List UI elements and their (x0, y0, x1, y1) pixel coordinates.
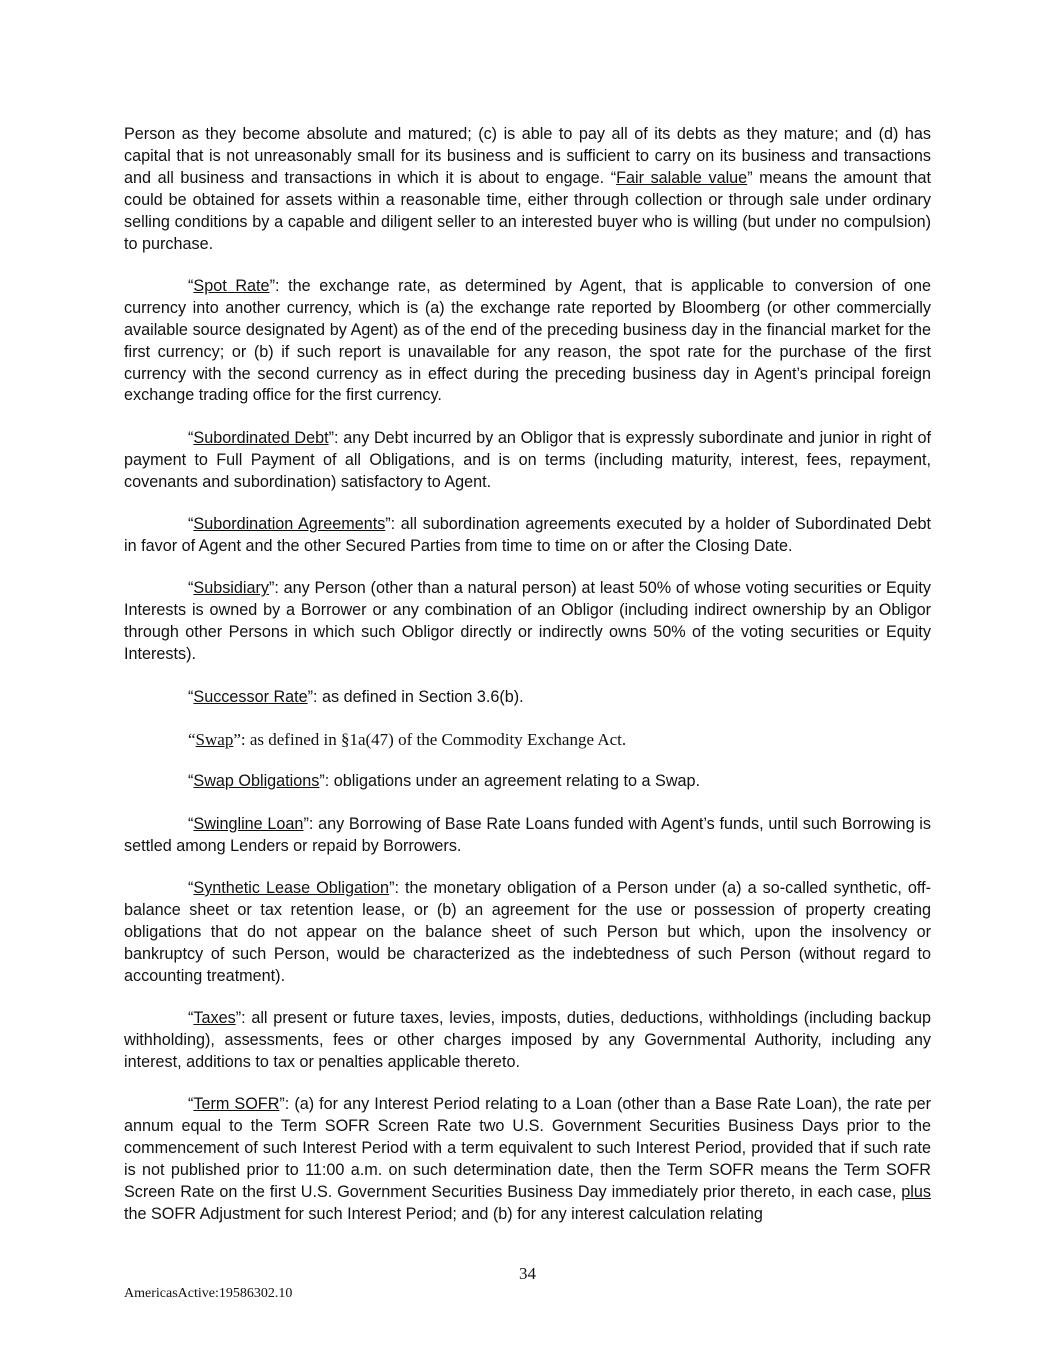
defined-term: Subsidiary (193, 579, 269, 598)
open-quote: “ (188, 515, 194, 534)
open-quote: “ (188, 772, 194, 791)
defined-term: Swap Obligations (193, 772, 320, 791)
open-quote: “ (188, 814, 194, 833)
open-quote: “ (188, 579, 194, 598)
definition-taxes (124, 1008, 931, 1074)
definition-text: ”: as defined in §1a(47) of the Commodity Exchange Act. (233, 729, 627, 749)
defined-term: Subordinated Debt (193, 428, 329, 447)
defined-term: Subordination Agreements (193, 515, 386, 534)
defined-term: Spot Rate (193, 276, 270, 295)
definition-spot-rate (124, 276, 931, 407)
open-quote: “ (188, 276, 194, 295)
open-quote: “ (188, 879, 194, 898)
open-quote: “ (188, 687, 194, 706)
open-quote: “ (188, 428, 194, 447)
definition-text: ”: all subordination agreements executed by a holder of Subordinated Debt in favor of Agent and the other Secured Parties from time to time on or after the Closing Date. (124, 515, 932, 555)
definition-text: the SOFR Adjustment for such Interest Period; and (b) for any interest calculation relating (124, 1204, 763, 1223)
defined-term: Swap (195, 729, 234, 749)
definition-swap-obligations (124, 771, 931, 793)
definition-text: ”: (a) for any Interest Period relating to a Loan (other than a Base Rate Loan), the rate per annum equal to the Term SOFR Screen Rate two U.S. Government Securities Business Days prior to the commencement of such Interest Period with a term equivalent to such Interest Period, provided that if such rate is not published prior to 11:00 a.m. on such determination date, then the Term SOFR means the Term SOFR Screen Rate on the first U.S. Government Securities Business Day immediately prior thereto, in each case, (124, 1095, 931, 1201)
definition-text: ”: any Debt incurred by an Obligor that is expressly subordinate and junior in right of payment to Full Payment of all Obligations, and is on terms (including maturity, interest, fees, repayment, covenants and subordination) satisfactory to Agent. (124, 428, 931, 491)
definition-subordination-agreements (124, 514, 931, 558)
paragraph-text: ” means the amount that could be obtained for assets within a reasonable time, either through collection or through sale under ordinary selling conditions by a capable and diligent seller to an interested buyer who is willing (but under no compulsion) to purchase. (124, 168, 932, 253)
document-body (124, 124, 931, 1246)
paragraph-solvency-continuation (124, 124, 931, 255)
definition-text: ”: all present or future taxes, levies, imposts, duties, deductions, withholdings (including backup withholding), assessments, fees or other charges imposed by any Governmental Authority, including any interest, additions to tax or penalties applicable thereto. (124, 1009, 931, 1071)
definition-text: ”: obligations under an agreement relating to a Swap. (319, 772, 701, 791)
definition-subordinated-debt (124, 428, 931, 494)
document-id: AmericasActive:19586302.10 (124, 1286, 293, 1301)
definition-text: ”: the monetary obligation of a Person under (a) a so-called synthetic, off-balance sheet or tax retention lease, or (b) an agreement for the use or possession of property creating obligations that do not appear on the balance sheet of such Person but which, upon the insolvency or bankruptcy of such Person, would be characterized as the indebtedness of such Person (without regard to accounting treatment). (124, 879, 931, 985)
defined-term: Taxes (193, 1009, 236, 1028)
defined-term: Term SOFR (193, 1095, 280, 1114)
defined-term: Synthetic Lease Obligation (193, 879, 390, 898)
definition-term-sofr (124, 1094, 931, 1225)
paragraph-text: Person as they become absolute and matured; (c) is able to pay all of its debts as they mature; and (d) has capital that is not unreasonably small for its business and is sufficient to carry on its business and transactions and all business and transactions in which it is about to engage. “ (124, 125, 931, 187)
defined-term-fair-salable-value: Fair salable value (616, 168, 748, 187)
definition-swap (124, 729, 931, 751)
definition-text: ”: as defined in Section 3.6(b). (307, 687, 524, 706)
underlined-plus: plus (901, 1182, 931, 1201)
page-number: 34 (519, 1264, 536, 1283)
definition-subsidiary (124, 578, 931, 666)
open-quote: “ (188, 1009, 194, 1028)
definition-text: ”: the exchange rate, as determined by Agent, that is applicable to conversion of one currency into another currency, which is (a) the exchange rate reported by Bloomberg (or other commercially available source designated by Agent) as of the end of the preceding business day in the financial market for the first currency; or (b) if such report is unavailable for any reason, the spot rate for the purchase of the first currency with the second currency as in effect during the preceding business day in Agent’s principal foreign exchange trading office for the first currency. (124, 276, 931, 405)
definition-synthetic-lease-obligation (124, 878, 931, 988)
open-quote: “ (188, 729, 196, 749)
definition-swingline-loan (124, 814, 931, 858)
defined-term: Swingline Loan (193, 814, 304, 833)
definition-text: ”: any Person (other than a natural person) at least 50% of whose voting securities or Equity Interests is owned by a Borrower or any combination of an Obligor (including indirect ownership by an Obligor through other Persons in which such Obligor directly or indirectly owns 50% of the voting securities or Equity Interests). (124, 579, 931, 664)
defined-term: Successor Rate (193, 687, 308, 706)
definition-text: ”: any Borrowing of Base Rate Loans funded with Agent’s funds, until such Borrowing is settled among Lenders or repaid by Borrowers. (124, 814, 931, 855)
definition-successor-rate (124, 687, 931, 709)
open-quote: “ (188, 1095, 194, 1114)
